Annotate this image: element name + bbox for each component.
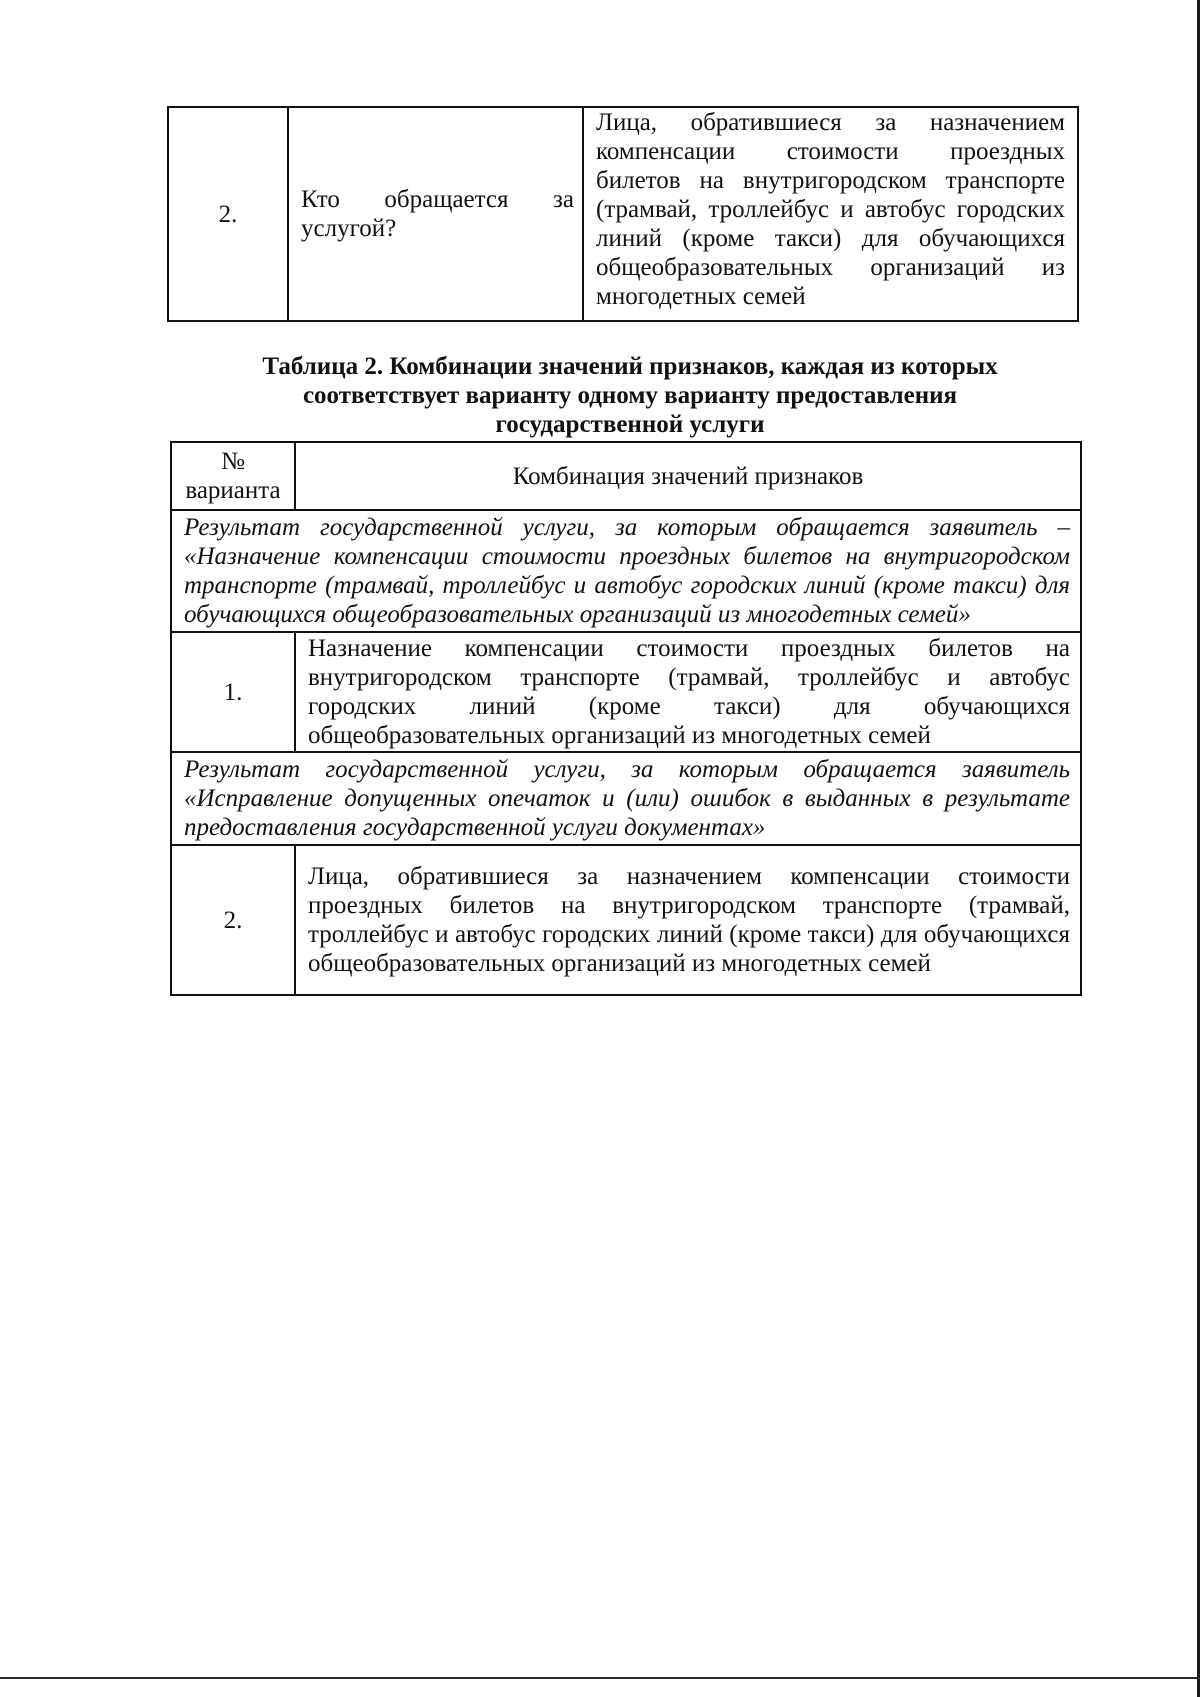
question-line-1 bbox=[301, 185, 574, 214]
question-word: обращается bbox=[384, 186, 509, 213]
header-combination-title: Комбинация значений признаков bbox=[295, 442, 1081, 510]
question-word: за bbox=[553, 186, 574, 213]
header-variant-number bbox=[171, 442, 295, 510]
question-cell bbox=[288, 107, 583, 321]
result-section-2: Результат государственной услуги, за которым обращается заявитель «Исправление допущенных опечаток и (или) ошибок в выданных в результате предоставления государственной услуги документах» bbox=[171, 752, 1081, 845]
variant-combination: Лица, обратившиеся за назначением компенсации стоимости проездных билетов на внутригородском транспорте (трамвай, троллейбус и автобус городских линий (кроме такси) для обучающихся общеобразовательных организаций из многодетных семей bbox=[295, 845, 1081, 995]
row-number: 2. bbox=[168, 107, 288, 321]
table-2 bbox=[170, 441, 1082, 996]
question-line-2: услугой? bbox=[301, 215, 397, 242]
caption-line: соответствует варианту одному варианту предоставления bbox=[302, 382, 958, 409]
result-section-1: Результат государственной услуги, за которым обращается заявитель – «Назначение компенсации стоимости проездных билетов на внутригородском транспорте (трамвай, троллейбус и автобус городских линий (кроме такси) для обучающихся общеобразовательных организаций из многодетных семей» bbox=[171, 510, 1081, 632]
answer-cell: Лица, обратившиеся за назначением компенсации стоимости проездных билетов на внутригородском транспорте (трамвай, троллейбус и автобус городских линий (кроме такси) для обучающихся общеобразовательных организаций из многодетных семей bbox=[583, 107, 1078, 321]
table-1-continuation bbox=[167, 106, 1079, 322]
table-row bbox=[171, 632, 1081, 752]
caption-line: государственной услуги bbox=[495, 411, 765, 438]
variant-number: 1. bbox=[171, 632, 295, 752]
question-word: Кто bbox=[301, 186, 340, 213]
header-num-symbol: № bbox=[221, 448, 245, 475]
table-header-row bbox=[171, 442, 1081, 510]
table-row bbox=[168, 107, 1078, 321]
table-row bbox=[171, 510, 1081, 632]
table-2-caption bbox=[200, 352, 1060, 439]
variant-number: 2. bbox=[171, 845, 295, 995]
table-row bbox=[171, 845, 1081, 995]
table-row bbox=[171, 752, 1081, 845]
caption-line: Таблица 2. Комбинации значений признаков, каждая из которых bbox=[262, 353, 998, 380]
variant-combination: Назначение компенсации стоимости проездных билетов на внутригородском транспорте (трамвай, троллейбус и автобус городских линий (кроме такси) для обучающихся общеобразовательных организаций из многодетных семей bbox=[295, 632, 1081, 752]
header-num-label: варианта bbox=[185, 477, 281, 504]
scan-edge-line bbox=[0, 1677, 1200, 1679]
